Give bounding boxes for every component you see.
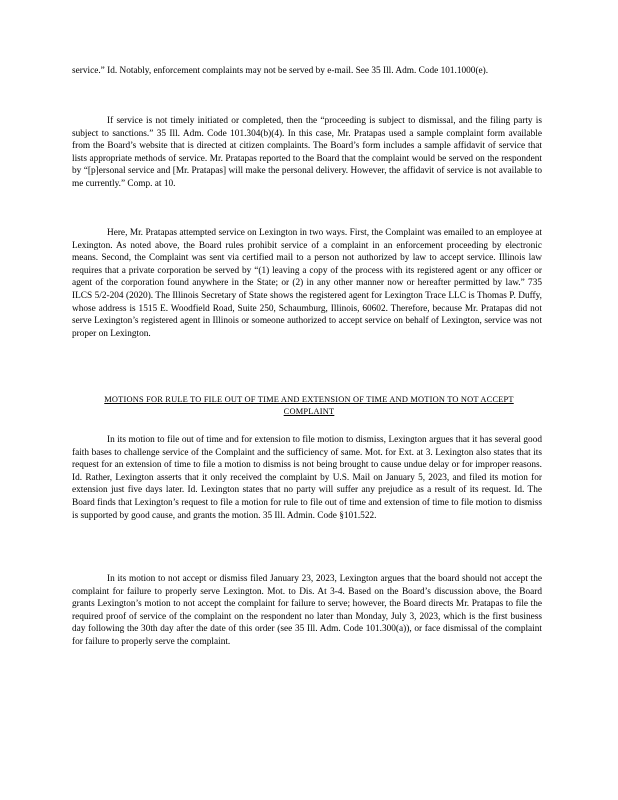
- paragraph-service-attempts: Here, Mr. Pratapas attempted service on Lexington in two ways. First, the Complaint was emailed to an employee at Lexington. As noted above, the Board rules prohibit service of a complaint in an enforcement proceeding by electronic means. Second, the Complaint was sent via certified mail to a person not authorized by law to accept service. Illinois law requires that a private corporation be served by “(1) leaving a copy of the process with its registered agent or any officer or agent of the corporation found anywhere in the State; or (2) in any other manner now or hereafter permitted by law.” 735 ILCS 5/2-204 (2020). The Illinois Secretary of State shows the registered agent for Lexington Trace LLC is Thomas P. Duffy, whose address is 1515 E. Woodfield Road, Suite 250, Schaumburg, Illinois, 60602. Therefore, because Mr. Pratapas did not serve Lexington’s registered agent in Illinois or someone authorized to accept service on behalf of Lexington, service was not proper on Lexington.: [72, 228, 542, 339]
- paragraph-motion-not-accept: In its motion to not accept or dismiss filed January 23, 2023, Lexington argues that the board should not accept the complaint for failure to properly serve Lexington. Mot. to Dis. At 3-4. Based on the Board’s discussion above, the Board grants Lexington’s motion to not accept the complaint for failure to serve; however, the Board directs Mr. Pratapas to file the required proof of service of the complaint on the respondent no later than Monday, July 3, 2023, which is the first business day following the 30th day after the date of this order (see 35 Ill. Adm. Code 101.300(a)), or face dismissal of the complaint for failure to properly serve the complaint.: [72, 574, 542, 647]
- paragraph-email-service: service.” Id. Notably, enforcement complaints may not be served by e-mail. See 35 Ill. Adm. Code 101.1000(e).: [72, 66, 489, 76]
- paragraph-timely-service: If service is not timely initiated or completed, then the “proceeding is subject to dismissal, and the filing party is subject to sanctions.” 35 Ill. Adm. Code 101.304(b)(4). In this case, Mr. Pratapas used a sample complaint form available from the Board’s website that is directed at citizen complaints. The Board’s form includes a sample affidavit of service that lists appropriate methods of service. Mr. Pratapas reported to the Board that the complaint would be served on the respondent by “[p]ersonal service and [Mr. Pratapas] will make the personal delivery. However, the affidavit of service is not available to me currently.” Comp. at 10.: [72, 116, 542, 189]
- section-heading: MOTIONS FOR RULE TO FILE OUT OF TIME AND EXTENSION OF TIME AND MOTION TO NOT ACCEPT COMPLAINT: [104, 395, 514, 416]
- paragraph-motion-extension: In its motion to file out of time and for extension to file motion to dismiss, Lexington argues that it has several good faith bases to challenge service of the Complaint and the sufficiency of same. Mot. for Ext. at 3. Lexington also states that its request for an extension of time to file a motion to dismiss is not being brought to cause undue delay or for improper reasons. Id. Rather, Lexington asserts that it only received the complaint by U.S. Mail on January 5, 2023, and filed its motion for extension just five days later. Id. Lexington states that no party will suffer any prejudice as a result of its request. Id. The Board finds that Lexington’s request to file a motion for rule to file out of time and extension of time to file motion to dismiss is supported by good cause, and grants the motion. 35 Ill. Admin. Code §101.522.: [72, 435, 542, 521]
